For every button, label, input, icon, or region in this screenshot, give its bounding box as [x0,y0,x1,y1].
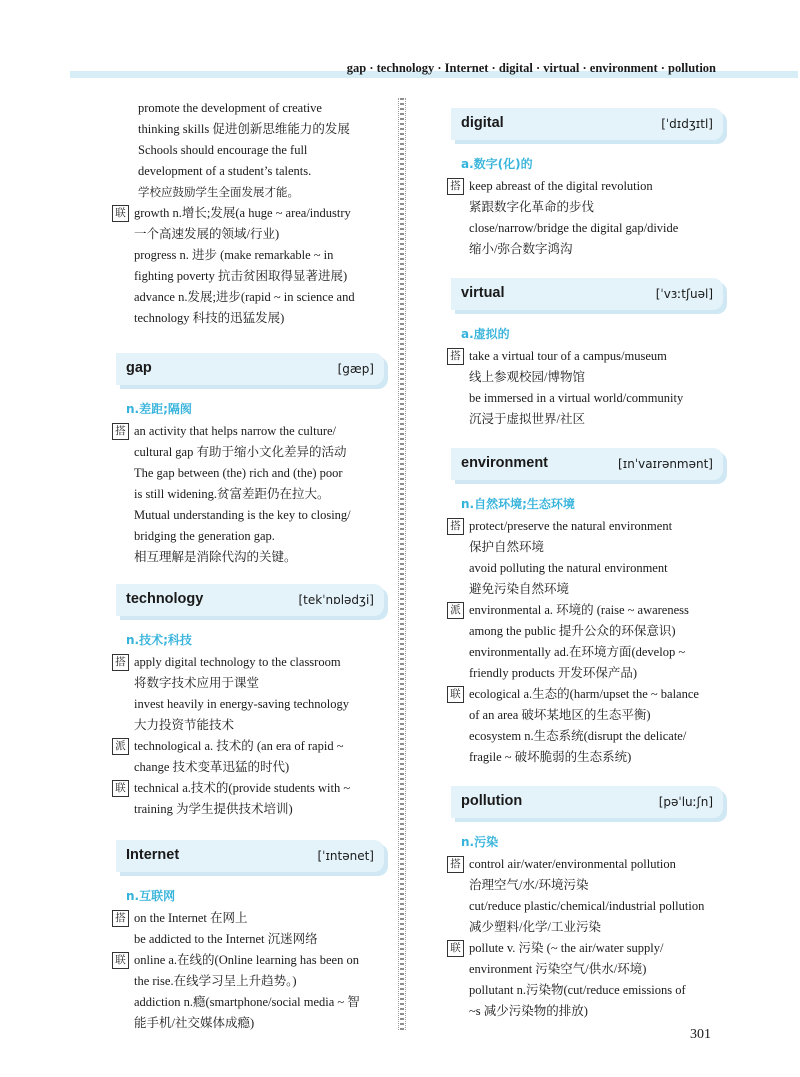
lian-line: online a.在线的(Online learning has been on [134,953,359,967]
lian-line: technical a.技术的(provide students with ~ [134,781,351,795]
lian-line: fragile ~ 破坏脆弱的生态系统) [469,750,632,764]
lian-line: progress n. 进步 (make remarkable ~ in [134,248,334,262]
pai-group [112,736,384,778]
da-tag: 搭 [447,348,464,365]
da-group [112,421,384,568]
entry-word: technology [126,591,204,607]
da-tag: 搭 [447,518,464,535]
entry-word: pollution [461,793,523,809]
da-line: Mutual understanding is the key to closing/ [134,508,351,522]
entry-phonetic: [pəˈluːʃn] [658,795,713,809]
da-line: be addicted to the Internet 沉迷网络 [134,932,318,946]
entry-header-virtual [451,278,723,310]
da-tag: 搭 [447,178,464,195]
da-group [447,176,723,260]
lian-line: ~s 减少污染物的排放) [469,1004,588,1018]
da-line: close/narrow/bridge the digital gap/divide [469,221,679,235]
lian-line: ecosystem n.生态系统(disrupt the delicate/ [469,729,687,743]
da-tag: 搭 [112,910,129,927]
example-line: thinking skills 促进创新思维能力的发展 [138,122,350,136]
lian-line: technology 科技的迅猛发展) [134,311,285,325]
lian-tag: 联 [112,205,129,222]
pai-line: among the public 提升公众的环保意识) [469,624,676,638]
part-of-speech: n.差距;隔阂 [126,402,192,416]
da-line: 相互理解是消除代沟的关键。 [134,550,297,564]
pai-line: environmental a. 环境的 (raise ~ awareness [469,603,689,617]
entry-phonetic: [ˈɪntənet] [317,849,374,863]
pai-group [447,600,723,684]
da-tag: 搭 [112,423,129,440]
example-line: development of a student’s talents. [138,164,312,178]
da-line: an activity that helps narrow the culture/ [134,424,337,438]
da-line: invest heavily in energy-saving technology [134,697,349,711]
example-line: 学校应鼓励学生全面发展才能。 [138,185,299,199]
da-line: 线上参观校园/博物馆 [469,370,585,384]
da-line: be immersed in a virtual world/community [469,391,684,405]
da-line: 保护自然环境 [469,540,545,554]
da-line: avoid polluting the natural environment [469,561,668,575]
entry-header-gap [116,353,384,385]
header-title: gap · technology · Internet · digital · virtual · environment · pollution [346,61,716,75]
left-column [112,98,384,1034]
entry-word: gap [126,360,152,376]
lian-tag: 联 [112,952,129,969]
entry-header-pollution [451,786,723,818]
example-line: promote the development of creative [138,101,322,115]
lian-group [447,684,723,768]
entry-word: environment [461,455,549,471]
da-line: protect/preserve the natural environment [469,519,673,533]
entry-header-digital [451,108,723,140]
lian-group [447,938,723,1022]
lian-line: addiction n.瘾(smartphone/social media ~ 智 [134,995,360,1009]
lian-group [112,778,384,820]
entry-phonetic: [ɪnˈvaɪrənmənt] [618,457,713,471]
da-line: control air/water/environmental pollution [469,857,676,871]
lian-line: advance n.发展;进步(rapid ~ in science and [134,290,355,304]
da-line: bridging the generation gap. [134,529,275,543]
part-of-speech: a.数字(化)的 [461,157,533,171]
right-column [447,98,723,1022]
lian-line: 一个高速发展的领域/行业) [134,227,280,241]
da-line: 避免污染自然环境 [469,582,570,596]
da-group [447,516,723,600]
da-line: apply digital technology to the classroom [134,655,341,669]
da-group [112,908,384,950]
da-tag: 搭 [447,856,464,873]
entry-word: digital [461,115,504,131]
da-group [447,346,723,430]
lian-tag: 联 [447,686,464,703]
da-group [447,854,723,938]
lian-line: training 为学生提供技术培训) [134,802,293,816]
da-line: 大力投资节能技术 [134,718,235,732]
pai-tag: 派 [112,738,129,755]
entry-phonetic: [tekˈnɒlədʒi] [298,593,374,607]
lian-line: fighting poverty 抗击贫困取得显著进展) [134,269,348,283]
entry-word: virtual [461,285,505,301]
entry-phonetic: [gæp] [337,362,374,376]
part-of-speech: n.自然环境;生态环境 [461,497,575,511]
lian-line: pollutant n.污染物(cut/reduce emissions of [469,983,686,997]
lian-group [112,950,384,1034]
lian-line: 能手机/社交媒体成瘾) [134,1016,255,1030]
part-of-speech: a.虚拟的 [461,327,510,341]
entry-phonetic: [ˈdɪdʒɪtl] [661,117,713,131]
part-of-speech: n.污染 [461,835,499,849]
pai-line: technological a. 技术的 (an era of rapid ~ [134,739,344,753]
lian-tag: 联 [112,780,129,797]
da-line: The gap between (the) rich and (the) poor [134,466,343,480]
da-line: cut/reduce plastic/chemical/industrial pollution [469,899,705,913]
entry-phonetic: [ˈvɜːtʃuəl] [655,287,713,301]
da-line: 减少塑料/化学/工业污染 [469,920,601,934]
entry-header-internet [116,840,384,872]
lian-line: ecological a.生态的(harm/upset the ~ balance [469,687,699,701]
example-line: Schools should encourage the full [138,143,308,157]
pai-line: environmentally ad.在环境方面(develop ~ [469,645,686,659]
part-of-speech: n.互联网 [126,889,176,903]
page-header [0,54,800,80]
da-group [112,652,384,736]
entry-word: Internet [126,847,180,863]
entry-header-technology [116,584,384,616]
continued-examples [112,98,384,203]
da-line: keep abreast of the digital revolution [469,179,653,193]
lian-line: environment 污染空气/供水/环境) [469,962,647,976]
da-line: cultural gap 有助于缩小文化差异的活动 [134,445,347,459]
da-line: 治理空气/水/环境污染 [469,878,589,892]
pai-line: friendly products 开发环保产品) [469,666,638,680]
da-line: 沉浸于虚拟世界/社区 [469,412,585,426]
page-number: 301 [690,1027,711,1042]
part-of-speech: n.技术;科技 [126,633,192,647]
da-line: 缩小/弥合数字鸿沟 [469,242,573,256]
lian-line: the rise.在线学习呈上升趋势。) [134,974,297,988]
lian-tag: 联 [447,940,464,957]
lian-line: pollute v. 污染 (~ the air/water supply/ [469,941,664,955]
column-divider-border [398,98,406,1030]
entry-header-environment [451,448,723,480]
lian-line: of an area 破坏某地区的生态平衡) [469,708,651,722]
da-line: 将数字技术应用于课堂 [134,676,260,690]
da-line: on the Internet 在网上 [134,911,248,925]
pai-tag: 派 [447,602,464,619]
da-line: 紧跟数字化革命的步伐 [469,200,595,214]
pai-line: change 技术变革迅猛的时代) [134,760,290,774]
da-tag: 搭 [112,654,129,671]
da-line: take a virtual tour of a campus/museum [469,349,667,363]
lian-group [112,203,384,329]
lian-line: growth n.增长;发展(a huge ~ area/industry [134,206,351,220]
da-line: is still widening.贫富差距仍在拉大。 [134,487,330,501]
